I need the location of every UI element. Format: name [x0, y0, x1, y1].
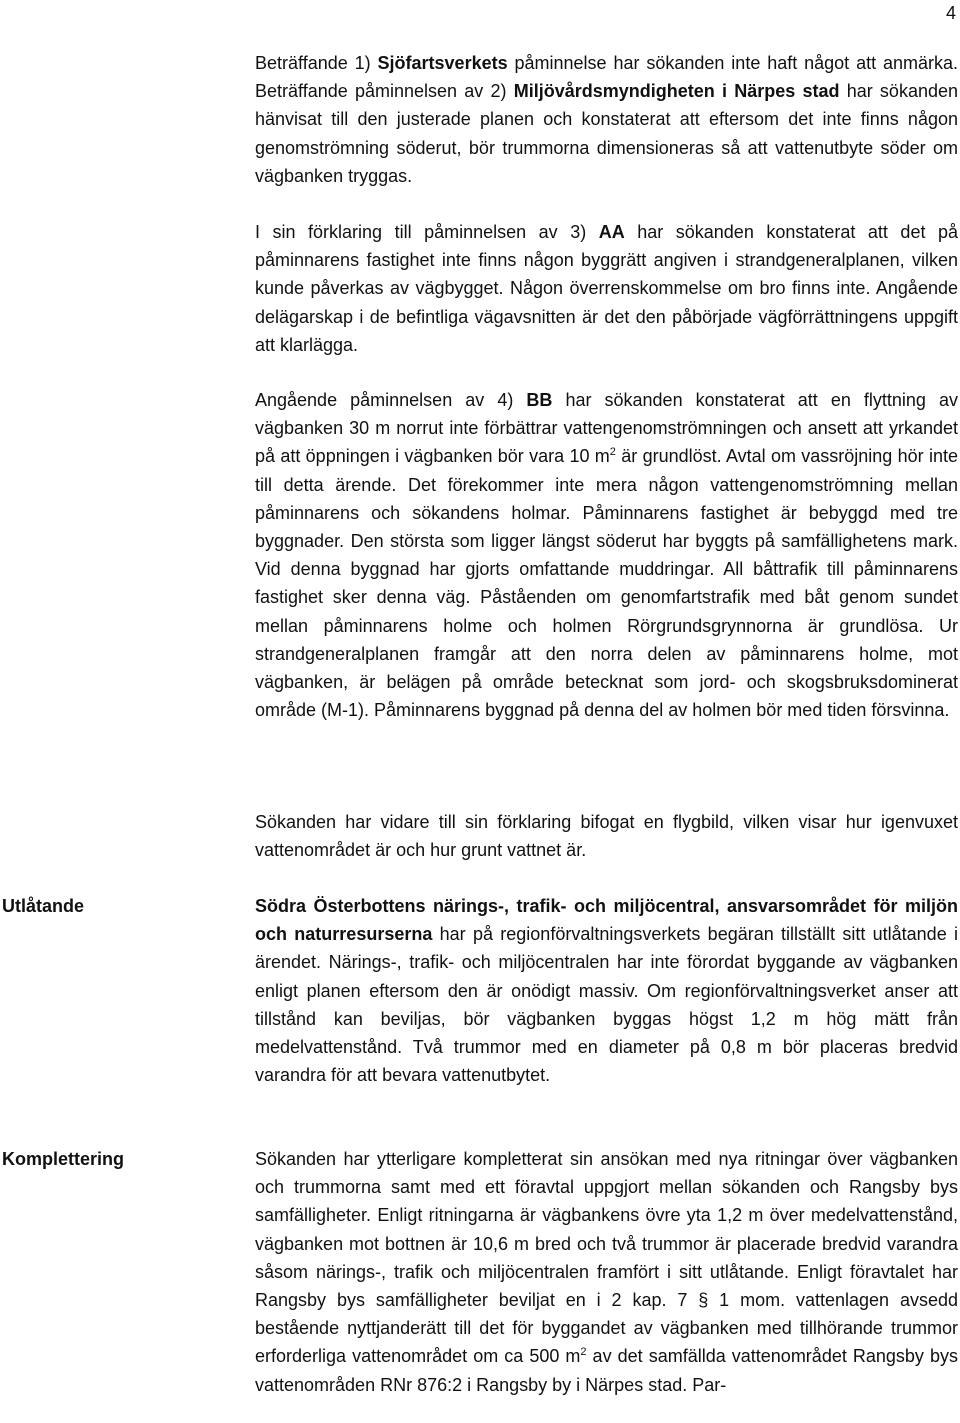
text-span: har sökanden konstaterat att det på påminnarens fastighet inte finns någon byggrätt angiven i strandgeneralplanen, vilken kunde påverkas av vägbygget. Någon överrenskommelse om bro finns inte. Angående delägarskap i de befintliga vägavsnitten är det den påbörjade vägförrättningens uppgift att klarlägga.	[255, 222, 958, 355]
paragraph-utlatande	[255, 892, 958, 1089]
text-span: Beträffande 1)	[255, 53, 378, 73]
bold-span: BB	[526, 390, 553, 410]
page-number: 4	[945, 3, 956, 23]
bold-span: Miljövårdsmyndigheten i Närpes stad	[513, 81, 840, 102]
superscript: 2	[580, 1346, 587, 1359]
text-span: har sökanden hänvisat till den justerade planen och konstaterat att eftersom det inte finns någon genomströmning söderut, bör trummorna dimensioneras så att vattenutbyte söder om vägbanken tryggas.	[255, 81, 958, 186]
paragraph-flygbild	[255, 808, 958, 864]
section-label-komplettering: Komplettering	[2, 1149, 125, 1169]
text-span: är grundlöst. Avtal om vassröjning hör inte till detta ärende. Det förekommer inte mera någon vattengenomströmning mellan påminnarens och sökandens holmar. Påminnarens fastighet är bebyggd med tre byggnader. Den största som ligger längst söderut har byggts på samfällighetens mark. Vid denna byggnad har gjorts omfattande muddringar. All båttrafik till påminnarens fastighet sker denna väg. Påståenden om genomfartstrafik med båt genom sundet mellan påminnarens holme och holmen Rörgrundsgrynnorna är grundlösa. Ur strandgeneralplanen framgår att den norra delen av påminnarens holme, mot vägbanken, är belägen på område betecknat som jord- och skogsbruksdominerat område (M-1). Påminnarens byggnad på denna del av holmen bör med tiden försvinna.	[255, 446, 958, 721]
section-label-utlatande: Utlåtande	[2, 896, 85, 916]
paragraph-aa	[255, 218, 958, 359]
text-span: har på regionförvaltningsverkets begäran tillställt sitt utlåtande i ärendet. Närings-, trafik- och miljöcentralen har inte förordat byggande av vägbanken enligt planen eftersom den är onödigt massiv. Om regionförvaltningsverket anser att tillstånd kan beviljas, bör vägbanken byggas högst 1,2 m hög mätt från medelvattenstånd. Två trummor med en diameter på 0,8 m bör placeras bredvid varandra för att bevara vattenutbytet.	[255, 924, 958, 1086]
bold-span: Södra Österbottens närings-, trafik- och miljöcentral, ansvarsområdet för miljön och naturresurserna	[255, 896, 958, 945]
paragraph-sjofartsverket	[255, 49, 958, 190]
text-span: Sökanden har vidare till sin förklaring bifogat en flygbild, vilken visar hur igenvuxet vattenområdet är och hur grunt vattnet är.	[255, 812, 958, 861]
paragraph-komplettering	[255, 1145, 958, 1399]
bold-span: AA	[598, 222, 625, 242]
text-span: påminnelse har sökanden inte haft något att anmärka. Beträffande påminnelsen av 2)	[255, 53, 959, 102]
text-span: har sökanden konstaterat att en flyttning av vägbanken 30 m norrut inte förbättrar vattengenomströmningen och ansett att yrkandet på att öppningen i vägbanken bör vara 10 m	[255, 390, 958, 467]
paragraph-bb	[255, 386, 958, 724]
bold-span: Sjöfartsverkets	[377, 53, 508, 73]
text-span: av det samfällda vattenområdet Rangsby bys vattenområden RNr 876:2 i Rangsby by i Närpes stad. Par-	[255, 1346, 958, 1395]
superscript: 2	[609, 446, 616, 459]
text-span: Sökanden har ytterligare kompletterat sin ansökan med nya ritningar över vägbanken och trummorna samt med ett föravtal uppgjort mellan sökanden och Rangsby bys samfälligheter. Enligt ritningarna är vägbankens övre yta 1,2 m över medelvattenstånd, vägbanken mot bottnen är 10,6 m bred och två trummor är placerade bredvid varandra såsom närings-, trafik och miljöcentralen framfört i sitt utlåtande. Enligt föravtalet har Rangsby bys samfälligheter beviljat en i 2 kap. 7 § 1 mom. vattenlagen avsedd bestående nyttjanderätt till det för byggandet av vägbanken med tillhörande trummor erforderliga vattenområdet om ca 500 m	[255, 1149, 958, 1367]
text-span: I sin förklaring till påminnelsen av 3)	[255, 222, 599, 242]
text-span: Angående påminnelsen av 4)	[255, 390, 527, 410]
